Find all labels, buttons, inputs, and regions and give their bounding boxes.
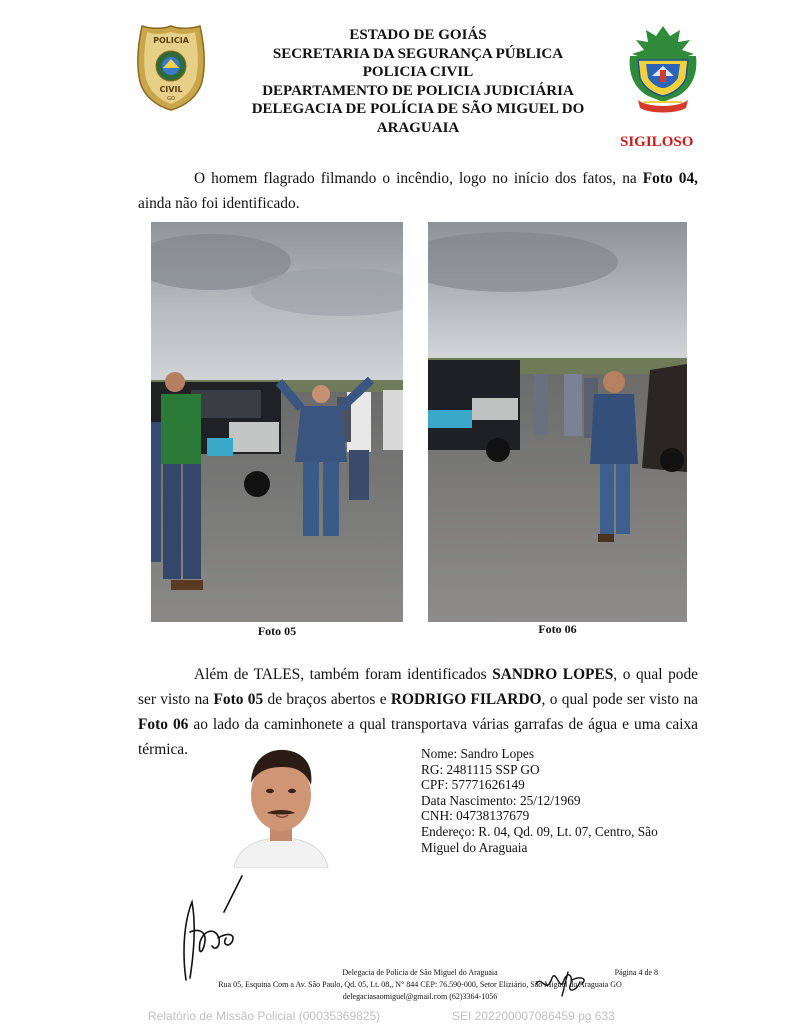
document-footer (160, 967, 680, 1003)
suspect-info (421, 746, 681, 855)
header-line-police: POLICIA CIVIL (362, 64, 474, 80)
p2-text-4: , o qual pode ser visto na (541, 691, 699, 708)
suspect-name: Nome: Sandro Lopes (421, 746, 535, 761)
p1-bold-foto04: Foto 04, (642, 170, 698, 187)
page-number: Página 4 de 8 (614, 968, 658, 977)
photo-05-image (151, 222, 403, 622)
p2-text-1: Além de TALES, também foram identificados (194, 666, 493, 683)
police-badge-logo (136, 24, 206, 112)
document-header (220, 26, 616, 137)
badge-text-civil: CIVIL (159, 85, 183, 94)
header-line-department: DEPARTAMENTO DE POLICIA JUDICIÁRIA (262, 82, 574, 99)
p1-text-b: ainda não foi identificado. (138, 195, 300, 212)
goias-coat-of-arms-logo (624, 22, 702, 114)
footer-contact: delegaciasaomiguel@gmail.com (62)3364-1056 (342, 992, 498, 1001)
p2-name-sandro: SANDRO LOPES (492, 666, 614, 683)
p2-text-2: , o qual pode ser visto na (138, 666, 698, 708)
header-line-delegacia: DELEGACIA DE POLÍCIA DE SÃO MIGUEL DO (251, 101, 585, 117)
p2-ref-foto05: Foto 05 (213, 691, 264, 708)
suspect-cpf: CPF: 57771626149 (421, 777, 525, 793)
photo-06-image (428, 222, 687, 622)
photo-06-caption: Foto 06 (538, 622, 577, 636)
sei-stamp-right: SEI 202200007086459 pg 633 (452, 1009, 615, 1023)
suspect-address: Endereço: R. 04, Qd. 09, Lt. 07, Centro, São Miguel do Araguaia (421, 823, 658, 855)
photo-05-caption: Foto 05 (257, 624, 297, 638)
classification-label: SIGILOSO (620, 134, 694, 150)
suspect-rg: RG: 2481115 SSP GO (421, 761, 540, 777)
p2-name-rodrigo: RODRIGO FILARDO (390, 691, 542, 708)
footer-address: Rua 05, Esquina Com a Av. São Paulo, Qd. 05, Lt. 08,, N° 844 CEP: 76.590-000, Setor Eliziário, São Miguel do Araguaia GO (218, 980, 622, 989)
p2-text-3: de braços abertos e (263, 691, 391, 708)
suspect-portrait-photo (226, 743, 336, 868)
header-line-secretariat: SECRETARIA DA SEGURANÇA PÚBLICA (272, 45, 564, 62)
p1-text-a: O homem flagrado filmando o incêndio, logo no início dos fatos, na (194, 170, 643, 187)
p2-text-5: ao lado da caminhonete a qual transportava várias garrafas de água e uma caixa térmica. (138, 716, 698, 758)
photo-06 (428, 222, 687, 622)
header-line-araguaia: ARAGUAIA (376, 119, 460, 136)
footer-delegacia: Delegacia de Polícia de São Miguel do Araguaia (342, 968, 498, 977)
sei-stamp-left: Relatório de Missão Policial (00035369825) (148, 1009, 381, 1023)
suspect-cnh: CNH: 04738137679 (421, 808, 530, 824)
header-line-state: ESTADO DE GOIÁS (349, 27, 487, 43)
paragraph-unidentified-man (138, 166, 698, 216)
badge-text-go: GO (167, 96, 175, 102)
handwritten-signature (178, 872, 248, 982)
p2-ref-foto06: Foto 06 (138, 716, 189, 733)
badge-text-policia: POLICIA (153, 36, 189, 45)
suspect-birth-date: Data Nascimento: 25/12/1969 (421, 792, 581, 808)
photo-05 (151, 222, 403, 622)
